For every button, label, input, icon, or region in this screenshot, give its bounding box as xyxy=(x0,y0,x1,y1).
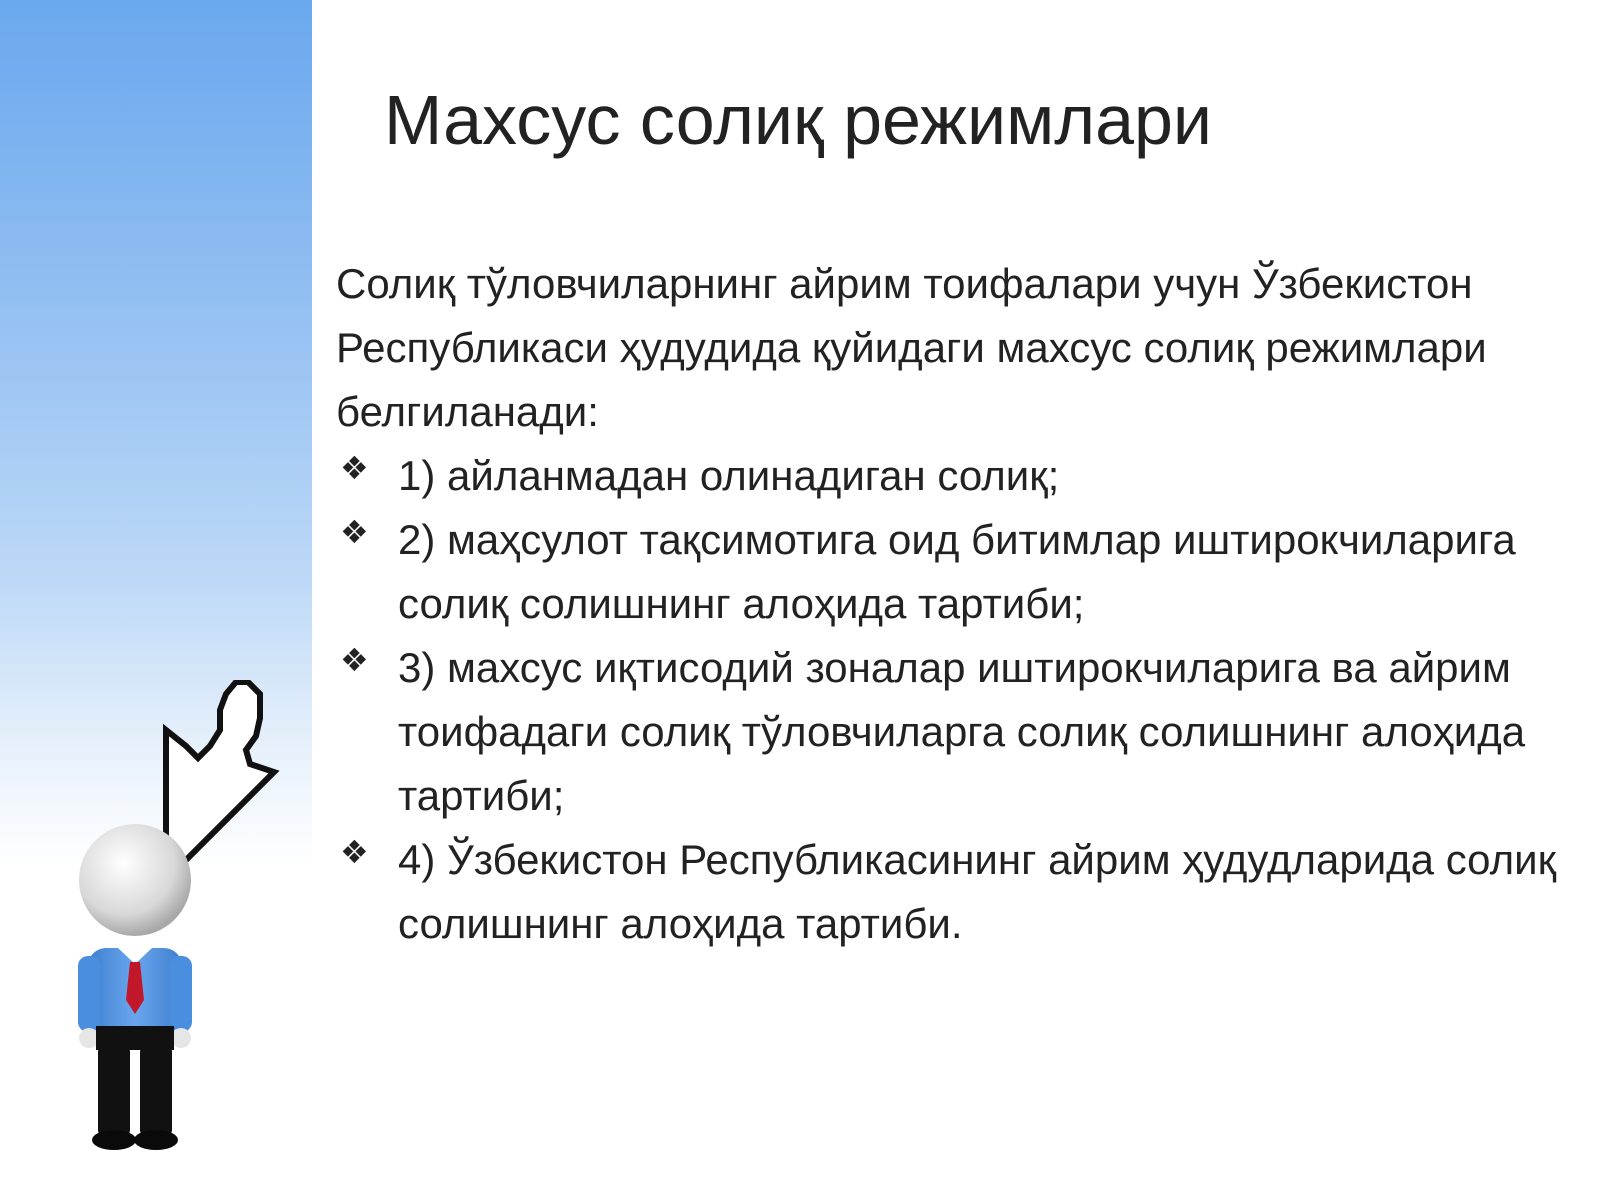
person-figure xyxy=(78,824,192,1150)
diamond-cluster-icon: ❖ xyxy=(340,514,369,550)
bullet-list xyxy=(336,444,1566,956)
list-item-text: 1) айланмадан олинадиган солиқ; xyxy=(398,452,1060,499)
list-item xyxy=(336,828,1566,956)
slide-title: Махсус солиқ режимлари xyxy=(384,81,1213,159)
diamond-cluster-icon: ❖ xyxy=(340,450,369,486)
list-item-text: 4) Ўзбекистон Республикасининг айрим ҳудудларида солиқ солишнинг алоҳида тартиби. xyxy=(398,836,1556,947)
intro-paragraph: Солиқ тўловчиларнинг айрим тоифалари учун Ўзбекистон Республикаси ҳудудида қуйидаги махсус солиқ режимлари белгиланади: xyxy=(336,260,1487,435)
list-item xyxy=(336,508,1566,636)
list-item-text: 2) маҳсулот тақсимотига оид битимлар иштирокчиларига солиқ солишнинг алоҳида тартиби; xyxy=(398,516,1516,627)
list-item-text: 3) махсус иқтисодий зоналар иштирокчиларига ва айрим тоифадаги солиқ тўловчиларга солиқ солишнинг алоҳида тартиби; xyxy=(398,644,1526,819)
diamond-cluster-icon: ❖ xyxy=(340,642,369,678)
list-item xyxy=(336,444,1566,508)
list-item xyxy=(336,636,1566,828)
slide-content xyxy=(336,252,1566,956)
diamond-cluster-icon: ❖ xyxy=(340,834,369,870)
person-with-cursor-illustration xyxy=(70,680,300,1180)
